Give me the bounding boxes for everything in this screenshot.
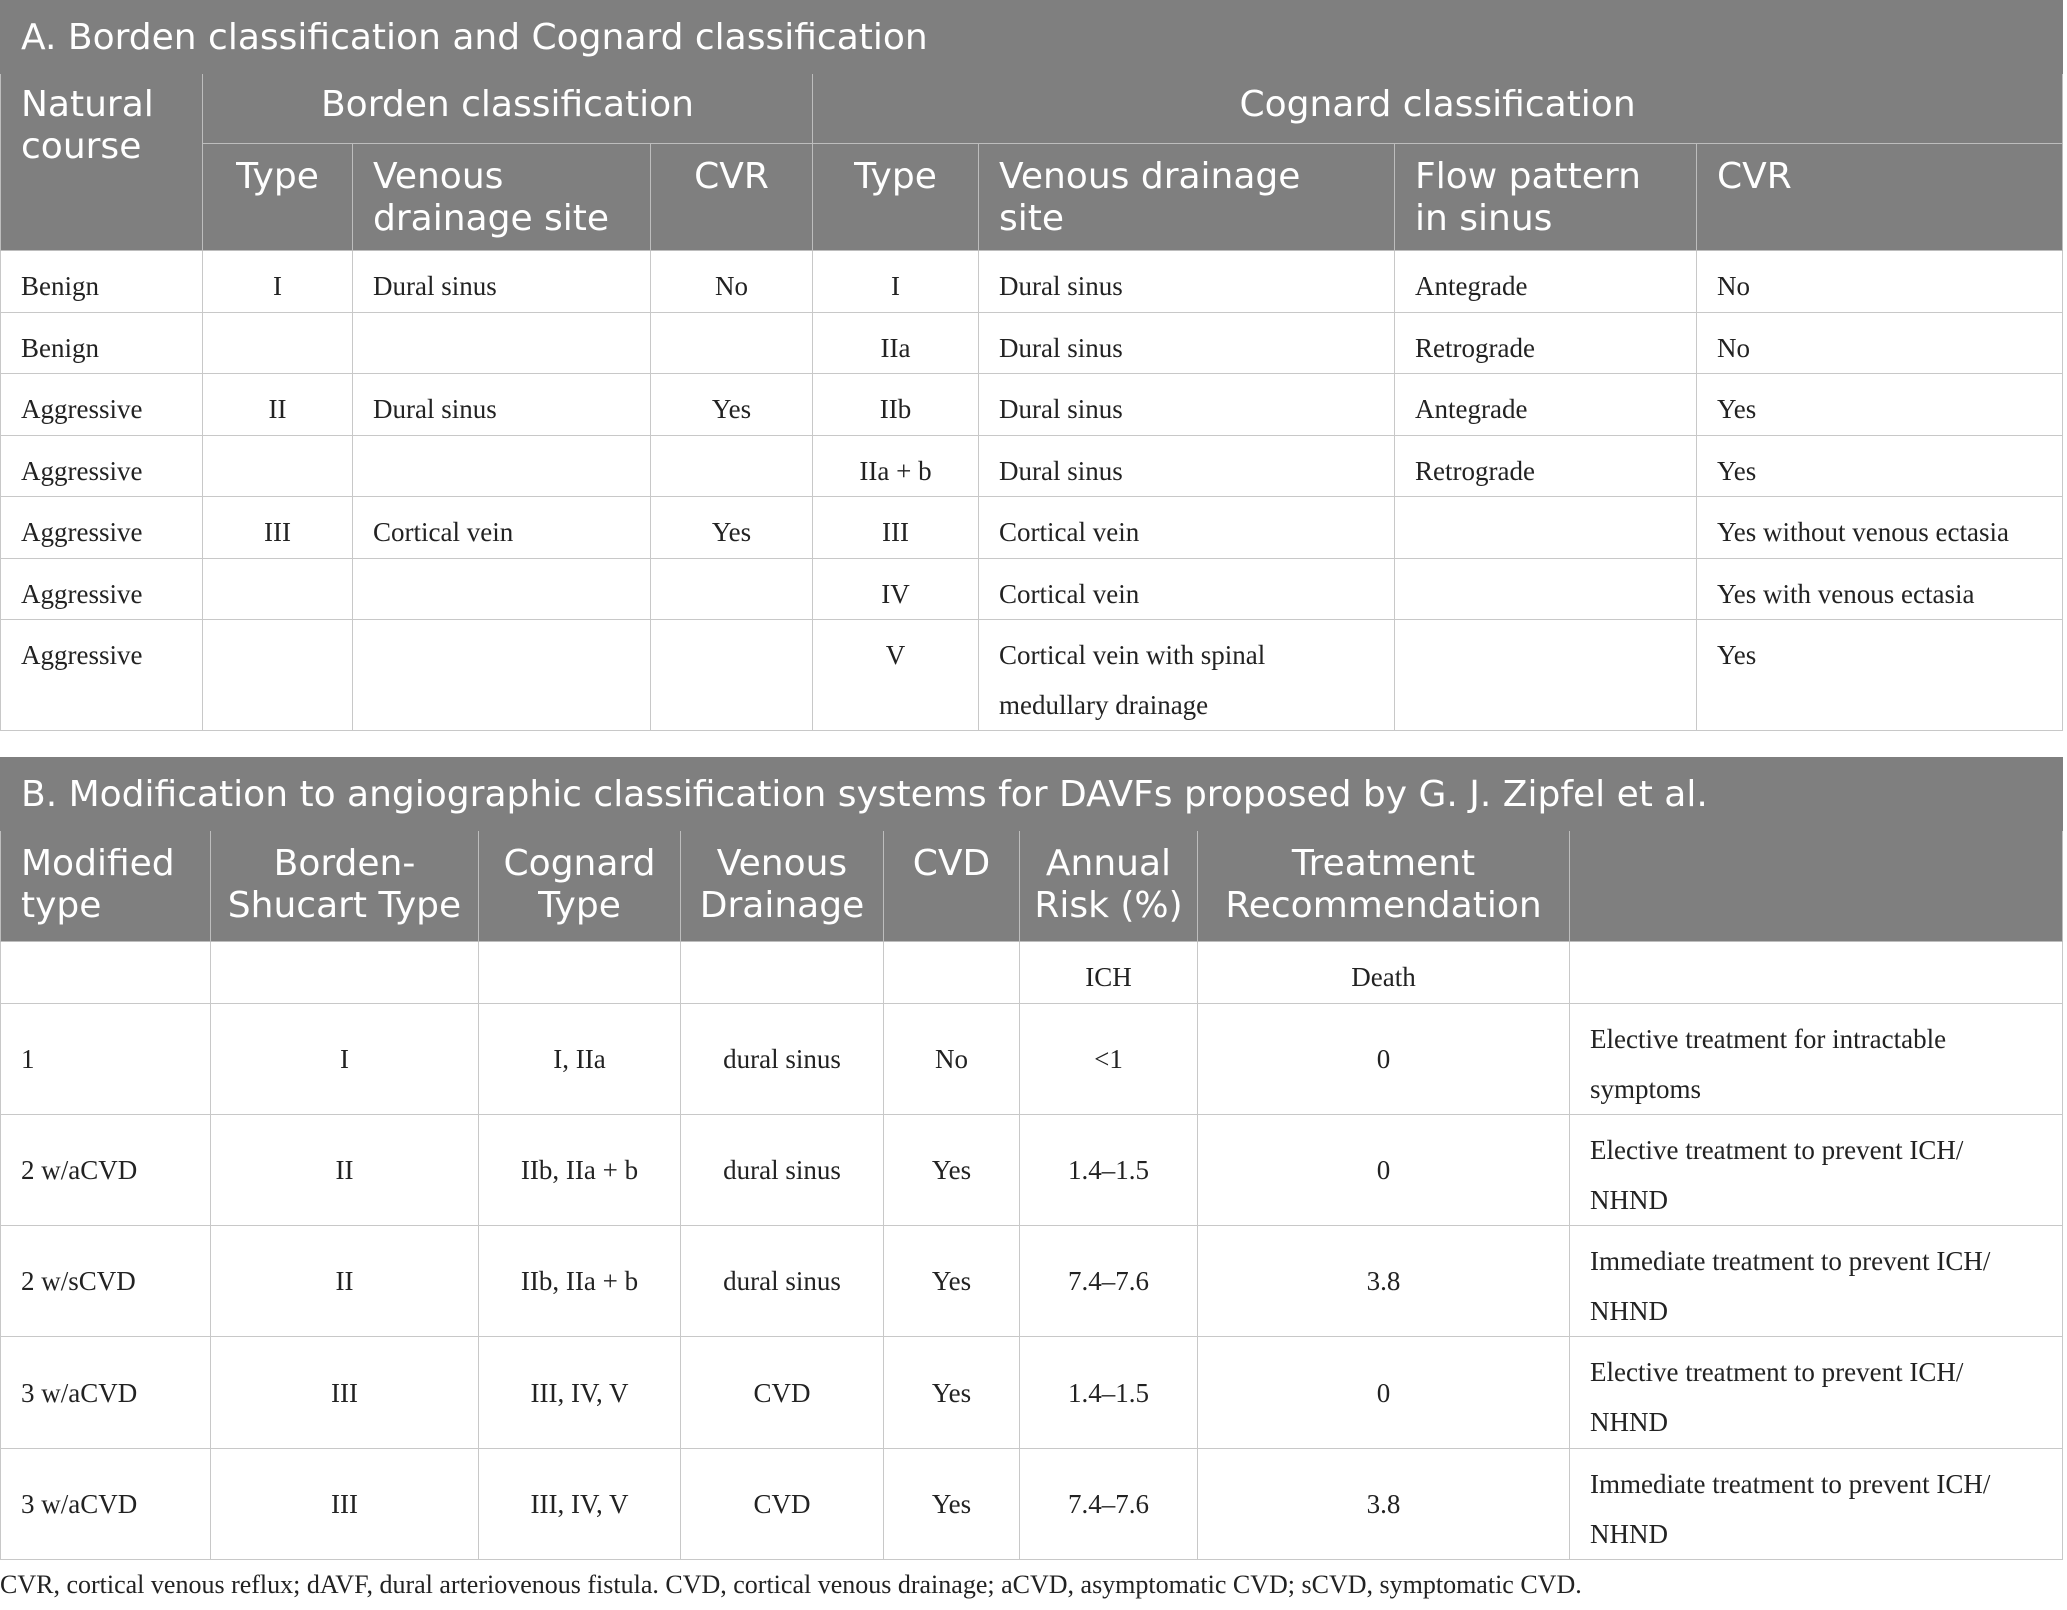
cell: Cortical vein with spinal medullary drainage	[979, 620, 1395, 731]
subheader-ich: ICH	[1020, 942, 1198, 1004]
cell: Elective treatment to prevent ICH/ NHND	[1570, 1115, 2063, 1226]
cell	[651, 436, 813, 497]
cell: CVD	[681, 1449, 884, 1560]
table-b-title: B. Modification to angiographic classification systems for DAVFs proposed by G. J. Zipfel et al.	[1, 758, 2063, 831]
cell	[353, 559, 651, 620]
table-row	[1, 1226, 2063, 1337]
cell: IIa	[813, 313, 979, 374]
cell: Yes	[884, 1226, 1020, 1337]
cell: IV	[813, 559, 979, 620]
cell: Yes	[1697, 374, 2063, 436]
cell	[203, 559, 353, 620]
cell: I	[211, 1004, 479, 1115]
cell: Yes	[884, 1337, 1020, 1449]
cell	[211, 942, 479, 1004]
cell: Yes	[651, 374, 813, 436]
table-a-title: A. Borden classification and Cognard classification	[1, 1, 2063, 74]
header-cognard-flow: Flow pattern in sinus	[1395, 144, 1697, 251]
cell: 3 w/aCVD	[1, 1337, 211, 1449]
table-row	[1, 1115, 2063, 1226]
table-row	[1, 374, 2063, 436]
cell	[353, 436, 651, 497]
header-borden-type: Type	[203, 144, 353, 251]
cell: 0	[1198, 1115, 1570, 1226]
cell: No	[1697, 313, 2063, 374]
subheader-death: Death	[1198, 942, 1570, 1004]
cell: No	[884, 1004, 1020, 1115]
cell: I	[203, 251, 353, 313]
cell: Yes	[651, 497, 813, 559]
cell: <1	[1020, 1004, 1198, 1115]
cell: Elective treatment for intractable symptoms	[1570, 1004, 2063, 1115]
cell	[353, 313, 651, 374]
cell: Yes	[1697, 436, 2063, 497]
table-row	[1, 1004, 2063, 1115]
cell: Antegrade	[1395, 251, 1697, 313]
cell	[1, 942, 211, 1004]
cell: Dural sinus	[979, 436, 1395, 497]
cell: IIa + b	[813, 436, 979, 497]
table-a	[0, 0, 2063, 731]
cell: Yes without venous ectasia	[1697, 497, 2063, 559]
header-cognard-classification: Cognard classification	[813, 74, 2063, 144]
cell	[203, 436, 353, 497]
cell: Benign	[1, 313, 203, 374]
cell	[651, 620, 813, 731]
cell	[479, 942, 681, 1004]
cell: 1.4–1.5	[1020, 1115, 1198, 1226]
cell: III	[211, 1449, 479, 1560]
header-cognard-cvr: CVR	[1697, 144, 2063, 251]
table-row	[1, 436, 2063, 497]
header-cognard-type-b: Cognard Type	[479, 831, 681, 942]
cell: I	[813, 251, 979, 313]
cell: II	[203, 374, 353, 436]
cell: Dural sinus	[979, 251, 1395, 313]
cell: Immediate treatment to prevent ICH/ NHND	[1570, 1226, 2063, 1337]
cell: Dural sinus	[979, 374, 1395, 436]
cell	[681, 942, 884, 1004]
cell	[884, 942, 1020, 1004]
table-row	[1, 1449, 2063, 1560]
header-natural-course: Natural course	[1, 74, 203, 251]
cell	[203, 620, 353, 731]
table-b	[0, 757, 2063, 1560]
table-row	[1, 497, 2063, 559]
header-borden-cvr: CVR	[651, 144, 813, 251]
cell: Yes with venous ectasia	[1697, 559, 2063, 620]
cell: Cortical vein	[979, 497, 1395, 559]
table-subheader-row	[1, 942, 2063, 1004]
cell: Yes	[884, 1115, 1020, 1226]
cell: 3 w/aCVD	[1, 1449, 211, 1560]
header-borden-classification: Borden classification	[203, 74, 813, 144]
cell: dural sinus	[681, 1226, 884, 1337]
cell: I, IIa	[479, 1004, 681, 1115]
header-modified-type: Modified type	[1, 831, 211, 942]
header-cognard-drainage: Venous drainage site	[979, 144, 1395, 251]
header-cvd: CVD	[884, 831, 1020, 942]
cell: IIb, IIa + b	[479, 1226, 681, 1337]
cell: Cortical vein	[353, 497, 651, 559]
cell: 7.4–7.6	[1020, 1449, 1198, 1560]
cell: No	[1697, 251, 2063, 313]
cell: Aggressive	[1, 559, 203, 620]
cell: III	[813, 497, 979, 559]
cell: Dural sinus	[353, 251, 651, 313]
cell: Elective treatment to prevent ICH/ NHND	[1570, 1337, 2063, 1449]
cell: dural sinus	[681, 1115, 884, 1226]
cell: 0	[1198, 1004, 1570, 1115]
table-row	[1, 251, 2063, 313]
cell: V	[813, 620, 979, 731]
cell: Aggressive	[1, 436, 203, 497]
cell: 2 w/sCVD	[1, 1226, 211, 1337]
cell: 3.8	[1198, 1449, 1570, 1560]
cell: II	[211, 1226, 479, 1337]
cell: Yes	[1697, 620, 2063, 731]
cell: IIb	[813, 374, 979, 436]
cell	[1395, 559, 1697, 620]
cell	[1395, 620, 1697, 731]
header-borden-shucart-type: Borden-Shucart Type	[211, 831, 479, 942]
cell: CVD	[681, 1337, 884, 1449]
cell: Dural sinus	[979, 313, 1395, 374]
header-borden-drainage: Venous drainage site	[353, 144, 651, 251]
cell: IIb, IIa + b	[479, 1115, 681, 1226]
cell: 7.4–7.6	[1020, 1226, 1198, 1337]
cell: Immediate treatment to prevent ICH/ NHND	[1570, 1449, 2063, 1560]
cell: II	[211, 1115, 479, 1226]
table-row	[1, 620, 2063, 731]
cell: Yes	[884, 1449, 1020, 1560]
cell	[1570, 942, 2063, 1004]
header-treatment-recommendation: Treatment Recommendation	[1198, 831, 1570, 942]
cell: Aggressive	[1, 497, 203, 559]
cell: Aggressive	[1, 374, 203, 436]
table-row	[1, 559, 2063, 620]
cell: III	[211, 1337, 479, 1449]
cell: dural sinus	[681, 1004, 884, 1115]
cell: Antegrade	[1395, 374, 1697, 436]
cell: Dural sinus	[353, 374, 651, 436]
cell: 2 w/aCVD	[1, 1115, 211, 1226]
cell: Cortical vein	[979, 559, 1395, 620]
cell	[651, 559, 813, 620]
cell: III, IV, V	[479, 1449, 681, 1560]
header-cognard-type: Type	[813, 144, 979, 251]
table-row	[1, 313, 2063, 374]
cell: Retrograde	[1395, 436, 1697, 497]
table-row	[1, 1337, 2063, 1449]
cell	[1395, 497, 1697, 559]
cell	[203, 313, 353, 374]
cell: Retrograde	[1395, 313, 1697, 374]
cell: Aggressive	[1, 620, 203, 731]
cell: No	[651, 251, 813, 313]
cell: III, IV, V	[479, 1337, 681, 1449]
cell: 3.8	[1198, 1226, 1570, 1337]
header-empty	[1570, 831, 2063, 942]
header-venous-drainage: Venous Drainage	[681, 831, 884, 942]
cell: III	[203, 497, 353, 559]
footnote: CVR, cortical venous reflux; dAVF, dural arteriovenous fistula. CVD, cortical venous drainage; aCVD, asymptomatic CVD; sCVD, symptomatic CVD.	[0, 1570, 1582, 1599]
cell	[353, 620, 651, 731]
cell: Benign	[1, 251, 203, 313]
cell: 1.4–1.5	[1020, 1337, 1198, 1449]
cell: 1	[1, 1004, 211, 1115]
cell: 0	[1198, 1337, 1570, 1449]
header-annual-risk: Annual Risk (%)	[1020, 831, 1198, 942]
cell	[651, 313, 813, 374]
